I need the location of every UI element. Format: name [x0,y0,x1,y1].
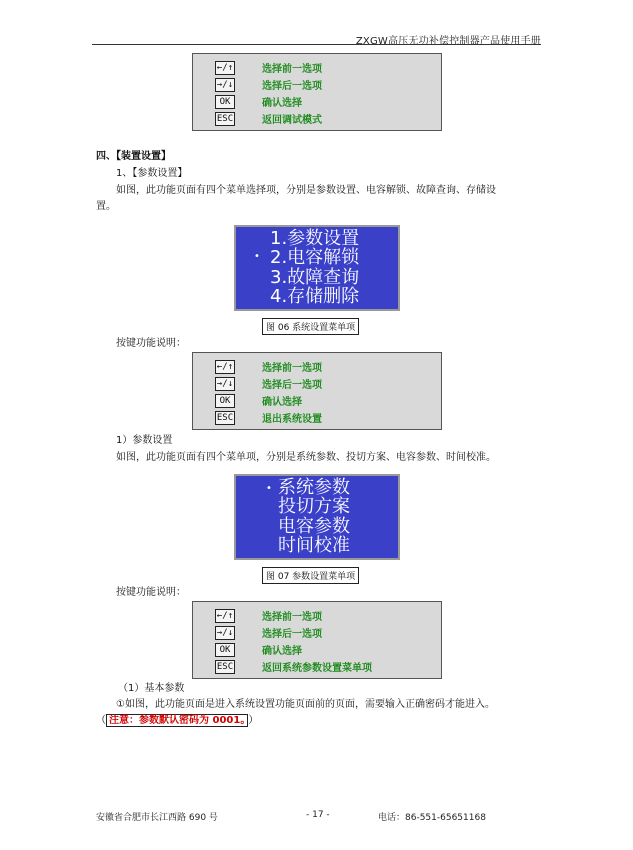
key-description: 选择后一选项 [262,629,322,640]
key-function-label: 按键功能说明： [116,587,186,598]
key-row [215,409,441,426]
key-description: 选择前一选项 [262,612,322,623]
key-esc-icon: ESC [216,113,234,124]
lcd-menu-item: 2.电容解锁 [270,247,360,268]
menu-cursor-icon: • [254,251,260,262]
key-ok-icon: OK [215,95,235,109]
key-row [215,624,441,641]
key-next-icon: →/↓ [216,79,234,90]
paragraph-line: 如图，此功能页面有四个菜单选择项，分别是参数设置、电容解锁、故障查询、存储设 [116,185,496,196]
lcd-screen-system-settings [234,225,400,311]
note-text: 注意：参数默认密码为 0001。 [106,714,248,727]
lcd-menu-item: 4.存储删除 [270,286,360,307]
document-header-title: ZXGW高压无功补偿控制器产品使用手册 [355,36,541,47]
lcd-menu-item: 投切方案 [278,496,350,517]
key-description: 确认选择 [262,646,302,657]
figure-caption: 图 07 参数设置菜单项 [262,567,359,584]
lcd-menu-item: 3.故障查询 [270,267,360,288]
key-row [215,641,441,658]
password-note [96,714,258,728]
lcd-screen-parameter-settings [234,474,400,560]
note-paren-close: ） [248,715,259,726]
key-next-icon: →/↓ [216,627,234,638]
section-title: 四、【装置设置】 [96,151,171,162]
key-function-label: 按键功能说明： [116,338,186,349]
key-description: 选择后一选项 [262,81,322,92]
menu-cursor-icon: • [266,483,272,494]
key-next-icon: →/↓ [216,378,234,389]
key-row [215,93,441,110]
key-row [215,110,441,127]
key-description: 选择后一选项 [262,380,322,391]
key-description: 退出系统设置 [262,414,322,425]
key-row [215,607,441,624]
paragraph-line: 如图，此功能页面有四个菜单项，分别是系统参数、投切方案、电容参数、时间校准。 [116,452,496,463]
figure-caption: 图 06 系统设置菜单项 [262,318,359,335]
lcd-menu-item: 电容参数 [278,516,350,537]
key-prev-icon: ←/↑ [216,361,234,372]
key-prev-icon: ←/↑ [216,62,234,73]
lcd-menu-item: 系统参数 [278,477,350,498]
key-row [215,59,441,76]
paragraph-line: 置。 [96,201,116,212]
footer-phone: 电话：86-551-65651168 [378,813,486,823]
key-description: 确认选择 [262,98,302,109]
key-row [215,76,441,93]
subsection-title: （1）基本参数 [118,683,185,694]
lcd-menu-item: 时间校准 [278,535,350,556]
note-paren-open: （ [96,715,106,726]
key-description: 返回调试模式 [262,115,322,126]
footer-page-number: - 17 - [306,810,330,820]
key-row [215,658,441,675]
key-row [215,392,441,409]
header-divider [92,44,541,45]
key-esc-icon: ESC [216,661,234,672]
key-ok-icon: OK [215,394,235,408]
key-row [215,358,441,375]
paragraph-line: ①如图，此功能页面是进入系统设置功能页面前的页面，需要输入正确密码才能进入。 [116,699,495,710]
subsection-title: 1、【参数设置】 [116,168,188,179]
key-ok-icon: OK [215,643,235,657]
key-function-box-3 [192,601,442,679]
key-function-box-2 [192,352,442,430]
key-function-box-1 [192,53,442,131]
key-description: 选择前一选项 [262,64,322,75]
key-row [215,375,441,392]
key-esc-icon: ESC [216,412,234,423]
key-description: 确认选择 [262,397,302,408]
key-description: 返回系统参数设置菜单项 [262,663,372,674]
key-description: 选择前一选项 [262,363,322,374]
subsection-title: 1）参数设置 [116,435,173,446]
key-prev-icon: ←/↑ [216,610,234,621]
footer-address: 安徽省合肥市长江西路 690 号 [96,813,218,823]
lcd-menu-item: 1.参数设置 [270,228,360,249]
